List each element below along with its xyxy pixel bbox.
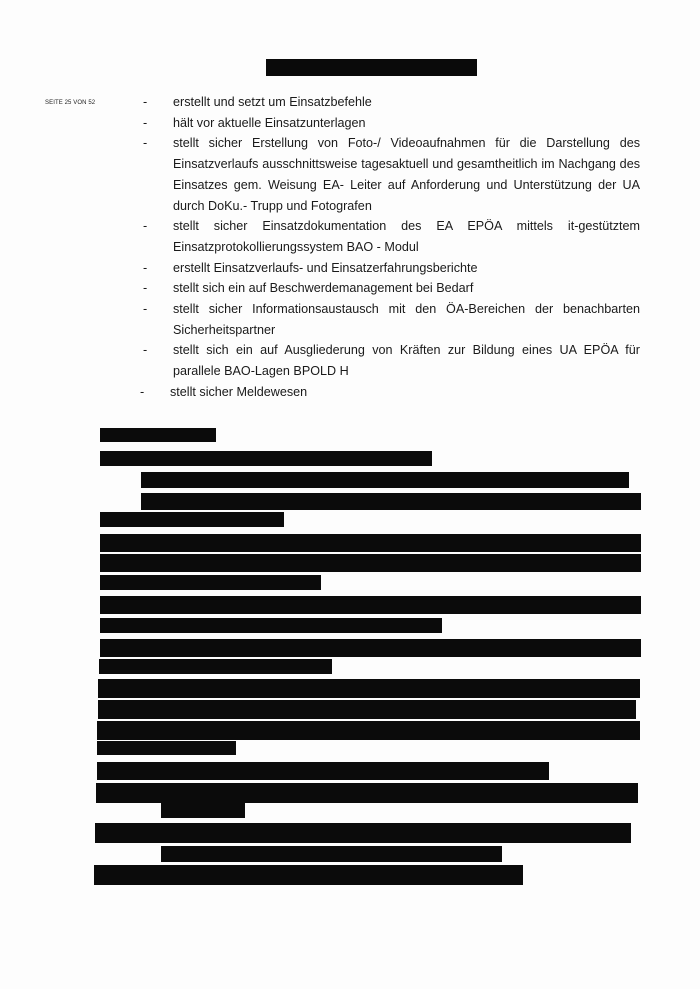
list-marker: - [140,384,145,399]
list-item-text: stellt sicher Erstellung von Foto-/ Videoaufnahmen für die Darstellung des Einsatzverlaufs ausschnittsweise tagesaktuell und gesamtheitlich im Nachgang des Einsatzes gem. Weisung EA- Leiter auf Anforderung und Unterstützung der UA durch DoKu.- Trupp und Fotografen [173,136,640,213]
redaction-bar [161,846,502,862]
redaction-bar [141,493,641,510]
list-item-text: stellt sich ein auf Ausgliederung von Kräften zur Bildung eines UA EPÖA für parallele BAO-Lagen BPOLD H [173,343,640,379]
list-item-text: erstellt und setzt um Einsatzbefehle [173,95,372,109]
list-item [140,92,640,113]
redaction-bar [100,575,321,590]
list-marker: - [143,95,148,109]
redaction-bar [97,762,549,780]
redaction-bar [100,512,284,527]
list-item-text: stellt sich ein auf Beschwerdemanagement bei Bedarf [173,281,474,296]
list-item [140,299,640,340]
redaction-bar [100,534,641,552]
task-list [140,92,640,403]
redaction-bar [99,659,332,674]
list-item-text: stellt sicher Einsatzdokumentation des EA EPÖA mittels it-gestütztem Einsatzprotokollierungssystem BAO - Modul [173,219,640,254]
header-redaction-bar [266,59,477,76]
list-marker: - [143,260,148,275]
list-item [140,382,640,403]
redaction-bar [95,823,631,843]
redaction-bar [97,721,640,740]
redaction-bar [97,741,236,755]
list-item [140,278,640,299]
redaction-bar [141,472,629,488]
redaction-bar [100,451,432,466]
list-item-text: stellt sicher Meldewesen [170,384,308,399]
redaction-bar [96,783,638,803]
redaction-bar [100,554,641,572]
list-marker: - [143,136,148,151]
list-item-text: erstellt Einsatzverlaufs- und Einsatzerfahrungsberichte [173,260,478,275]
list-marker: - [143,281,148,296]
list-item [140,258,640,279]
list-item-text: hält vor aktuelle Einsatzunterlagen [173,115,366,130]
redaction-bar [100,428,216,442]
list-item [140,113,640,134]
redaction-bar [100,639,641,657]
list-item [140,340,640,381]
redaction-bar [94,865,523,885]
redaction-bar [98,679,640,698]
list-item-text: stellt sicher Informationsaustausch mit den ÖA-Bereichen der benachbarten Sicherheitspartner [173,302,640,337]
list-marker: - [143,343,148,358]
redaction-bar [100,618,442,633]
page-number: SEITE 25 VON 52 [45,100,96,106]
redaction-bar [100,596,641,614]
list-marker: - [143,219,148,234]
list-marker: - [143,302,148,317]
redaction-bar [161,803,245,818]
list-item [140,216,640,257]
list-item [140,133,640,216]
redaction-bar [98,700,636,719]
list-marker: - [143,115,148,130]
